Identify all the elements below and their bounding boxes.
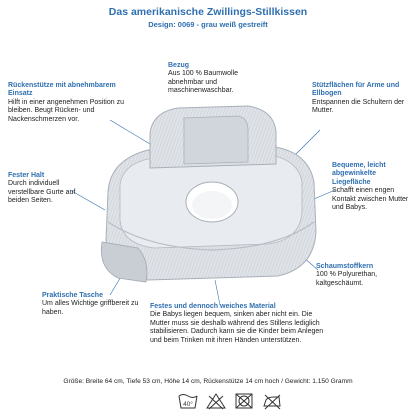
callout-back-support [8,82,126,124]
no-tumble-dry-icon [234,392,254,410]
page-title: Das amerikanische Zwillings-Stillkissen [108,6,308,18]
callout-heading: Stützflächen für Arme und Ellbogen [312,82,400,98]
callout-text: Entspannen die Schultern der Mutter. [312,98,405,115]
callout-text: Hilft in einer angenehmen Position zu bleiben. Beugt Rücken- und Nackenschmerzen vor. [8,98,124,123]
callout-pocket [42,292,146,317]
callout-heading: Fester Halt [8,172,45,179]
callout-arm-support [312,82,412,116]
callout-text: Aus 100 % Baumwolle abnehmbar und maschinenwaschbar. [168,70,239,95]
callout-text: 100 % Polyurethan, kaltgeschäumt. [316,271,378,287]
back-insert [184,116,248,164]
callout-cover [168,62,268,96]
callout-lying-surface [332,162,412,212]
callout-heading: Bezug [168,62,189,69]
callout-heading: Praktische Tasche [42,292,103,299]
dimensions-line: Größe: Breite 64 cm, Tiefe 53 cm, Höhe 14 cm, Rückenstütze 14 cm hoch / Gewicht: 1.150 Gramm [63,378,353,385]
callout-firm-hold [8,172,78,206]
callout-heading: Rückenstütze mit abnehmbarem Einsatz [8,82,116,98]
callout-heading: Bequeme, leicht abgewinkelte Liegefläche [332,162,386,186]
callout-heading: Schaumstoffkern [316,263,374,270]
callout-heading: Festes und dennoch weiches Material [150,303,276,310]
care-symbols [178,392,282,410]
callout-text: Durch individuell verstellbare Gurte auf beiden Seiten. [8,180,76,205]
design-subtitle: Design: 0069 - grau weiß gestreift [148,20,268,29]
no-bleach-icon [206,392,226,410]
callout-text: Schafft einen engen Kontakt zwischen Mutter und Babys. [332,187,409,212]
wash-40-icon [178,392,198,410]
wash-temp-label: 40° [183,401,193,408]
center-opening-inner [192,191,232,219]
callout-text: Die Babys liegen bequem, sinken aber nicht ein. Die Mutter muss sie deshalb während des Stillens lediglich stabilisieren. Dadurch kann sie die Kinder beim Anlegen und beim Trinken mit ihren Händen unterstützen. [150,311,324,344]
callout-text: Um alles Wichtige griffbereit zu haben. [42,300,139,316]
callout-material [150,303,334,345]
no-iron-icon [262,392,282,410]
callout-foam-core [316,263,412,288]
